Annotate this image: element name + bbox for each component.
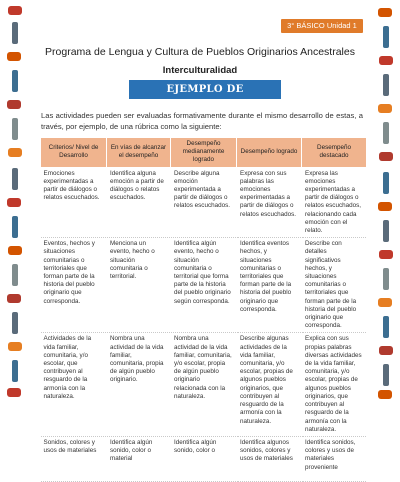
rubric-cell: Explica con sus propias palabras diversas actividades de la vida familiar, comunitaria, y/o escolar, propias de algunos pueblos originarios, que contribuyen al resguardo de la armonía con la naturaleza.	[302, 333, 367, 436]
animal-motif-icon	[7, 294, 21, 303]
bird-motif-icon	[8, 342, 22, 351]
table-row	[41, 436, 367, 481]
rubric-cell: Identifica algún evento, hecho o situación comunitaria o territorial que forma parte de la historia del pueblo originario según corresponda.	[171, 238, 237, 333]
animal-motif-icon	[7, 388, 21, 397]
totem-motif-icon	[383, 316, 389, 338]
section-banner: EJEMPLO DE EVALUACIÓN	[129, 80, 281, 99]
rubric-cell: Describe algunas actividades de la vida familiar, comunitaria, y/o escolar, propias de algunos pueblos originarios, que contribuyen al resguardo de la armonía con la naturaleza.	[237, 333, 302, 436]
animal-motif-icon	[8, 6, 22, 15]
rubric-cell: Expresa con sus palabras las emociones experimentadas a partir de diálogos o relatos escuchados.	[237, 167, 302, 238]
rubric-table	[40, 137, 367, 482]
totem-motif-icon	[12, 22, 18, 44]
animal-motif-icon	[378, 8, 392, 17]
rubric-header-cell: Desempeño destacado	[302, 138, 367, 168]
rubric-header-cell: Desempeño logrado	[237, 138, 302, 168]
bird-motif-icon	[379, 346, 393, 355]
totem-motif-icon	[12, 312, 18, 334]
totem-motif-icon	[12, 70, 18, 92]
animal-motif-icon	[378, 202, 392, 211]
rubric-cell: Identifica algún sonido, color o material	[107, 436, 171, 481]
bird-motif-icon	[379, 56, 393, 65]
rubric-cell: Identifica sonidos, colores y usos de materiales proveniente	[302, 436, 367, 481]
rubric-cell: Identifica alguna emoción a partir de diálogos o relatos escuchados.	[107, 167, 171, 238]
bird-motif-icon	[8, 246, 22, 255]
rubric-criterion-cell: Actividades de la vida familiar, comunitaria, y/o escolar, que contribuyen al resguardo de la armonía con la naturaleza.	[41, 333, 107, 436]
program-title: Programa de Lengua y Cultura de Pueblos Originarios Ancestrales	[45, 46, 355, 58]
rubric-cell: Nombra una actividad de la vida familiar, comunitaria, propia de algún pueblo originario.	[107, 333, 171, 436]
totem-motif-icon	[12, 360, 18, 382]
bird-motif-icon	[379, 250, 393, 259]
page-subtitle: Interculturalidad	[162, 65, 238, 76]
totem-motif-icon	[383, 364, 389, 386]
bird-motif-icon	[7, 52, 21, 61]
rubric-criterion-cell: Sonidos, colores y usos de materiales	[41, 436, 107, 481]
rubric-cell: Nombra una actividad de la vida familiar, comunitaria, y/o escolar, propia de algún pueblo originario relacionada con la naturaleza.	[171, 333, 237, 436]
totem-motif-icon	[383, 268, 389, 290]
rubric-cell: Identifica algunos sonidos, colores y usos de materiales	[237, 436, 302, 481]
totem-motif-icon	[383, 74, 389, 96]
totem-motif-icon	[383, 26, 389, 48]
totem-motif-icon	[383, 172, 389, 194]
left-decorative-border	[0, 0, 28, 400]
animal-motif-icon	[378, 298, 392, 307]
rubric-cell: Describe alguna emoción experimentada a partir de diálogos o relatos escuchados.	[171, 167, 237, 238]
rubric-header-cell: Criterios/ Nivel de Desarrollo	[41, 138, 107, 168]
rubric-cell: Identifica algún sonido, color o	[171, 436, 237, 481]
rubric-cell: Identifica eventos hechos, y situaciones comunitarias o territoriales que forman parte de la historia del pueblo originario que corresponda.	[237, 238, 302, 333]
bird-motif-icon	[379, 152, 393, 161]
table-row	[41, 238, 367, 333]
rubric-header-cell: Desempeño medianamente logrado	[171, 138, 237, 168]
totem-motif-icon	[383, 122, 389, 144]
animal-motif-icon	[378, 390, 392, 399]
totem-motif-icon	[12, 168, 18, 190]
totem-motif-icon	[12, 216, 18, 238]
animal-motif-icon	[7, 198, 21, 207]
totem-motif-icon	[12, 118, 18, 140]
rubric-criterion-cell: Eventos, hechos y situaciones comunitarias o territoriales que forman parte de la historia del pueblo originario que corresponda.	[41, 238, 107, 333]
rubric-cell: Menciona un evento, hecho o situación comunitaria o territorial.	[107, 238, 171, 333]
rubric-header-row	[41, 138, 367, 168]
totem-motif-icon	[383, 220, 389, 242]
rubric-cell: Describe con detalles significativos hechos, y situaciones comunitarias o territoriales que forman parte de la historia del pueblo originario que corresponda.	[302, 238, 367, 333]
animal-motif-icon	[378, 104, 392, 113]
table-row	[41, 333, 367, 436]
rubric-cell: Expresa las emociones experimentadas a partir de diálogos o relatos escuchados, relacionando cada emoción con el relato.	[302, 167, 367, 238]
right-decorative-border	[372, 0, 400, 400]
rubric-criterion-cell: Emociones experimentadas a partir de diálogos o relatos escuchados.	[41, 167, 107, 238]
unit-badge: 3° BÁSICO Unidad 1	[281, 19, 363, 33]
rubric-header-cell: En vías de alcanzar el desempeño	[107, 138, 171, 168]
animal-motif-icon	[7, 100, 21, 109]
table-row	[41, 167, 367, 238]
totem-motif-icon	[12, 264, 18, 286]
bird-motif-icon	[8, 148, 22, 157]
intro-paragraph: Las actividades pueden ser evaluadas formativamente durante el mismo desarrollo de estas, a través, por ejemplo, de una rúbrica como la siguiente:	[41, 111, 363, 131]
